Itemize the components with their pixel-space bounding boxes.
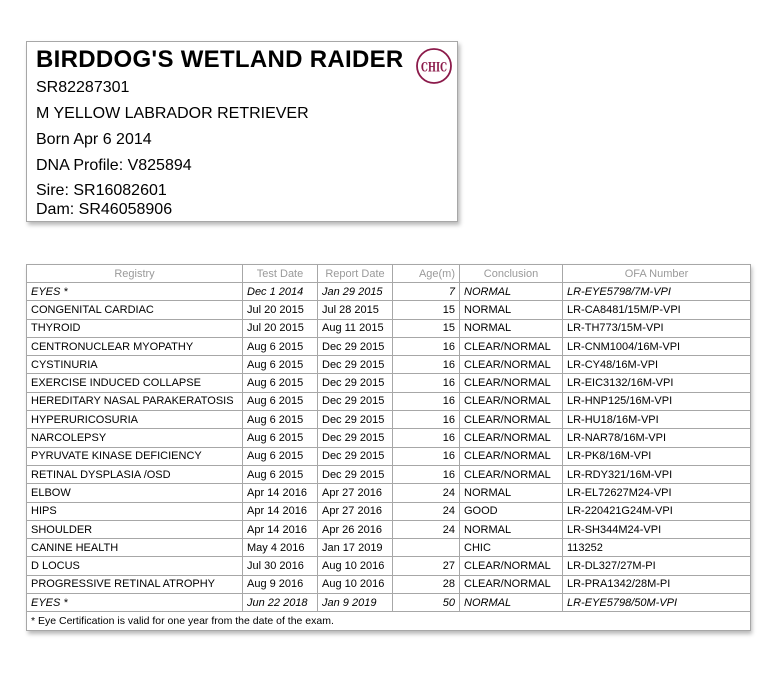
cell-age: 7 xyxy=(393,283,460,301)
health-results-table-container xyxy=(26,264,750,631)
cell-report-date: Dec 29 2015 xyxy=(318,392,393,410)
cell-registry: CYSTINURIA xyxy=(27,356,243,374)
table-row xyxy=(27,594,751,612)
table-row xyxy=(27,557,751,575)
cell-test-date: Aug 6 2015 xyxy=(243,392,318,410)
cell-report-date: Aug 11 2015 xyxy=(318,319,393,337)
cell-age: 16 xyxy=(393,337,460,355)
chic-logo-text: CHIC xyxy=(421,60,447,76)
dog-info-card xyxy=(26,41,458,222)
cell-report-date: Dec 29 2015 xyxy=(318,411,393,429)
cell-registry: RETINAL DYSPLASIA /OSD xyxy=(27,465,243,483)
cell-registry: EYES * xyxy=(27,283,243,301)
header-age: Age(m) xyxy=(393,265,460,283)
cell-age: 16 xyxy=(393,374,460,392)
cell-report-date: Dec 29 2015 xyxy=(318,356,393,374)
cell-ofa-number: LR-EYE5798/50M-VPI xyxy=(563,594,751,612)
cell-test-date: Aug 9 2016 xyxy=(243,575,318,593)
cell-test-date: Dec 1 2014 xyxy=(243,283,318,301)
cell-conclusion: CLEAR/NORMAL xyxy=(460,465,563,483)
cell-ofa-number: LR-220421G24M-VPI xyxy=(563,502,751,520)
cell-age: 27 xyxy=(393,557,460,575)
cell-registry: HYPERURICOSURIA xyxy=(27,411,243,429)
cell-age: 16 xyxy=(393,429,460,447)
cell-test-date: Jun 22 2018 xyxy=(243,594,318,612)
cell-conclusion: NORMAL xyxy=(460,594,563,612)
cell-ofa-number: LR-SH344M24-VPI xyxy=(563,520,751,538)
cell-age: 28 xyxy=(393,575,460,593)
cell-report-date: Dec 29 2015 xyxy=(318,337,393,355)
cell-test-date: Apr 14 2016 xyxy=(243,484,318,502)
cell-ofa-number: LR-RDY321/16M-VPI xyxy=(563,465,751,483)
cell-test-date: Aug 6 2015 xyxy=(243,356,318,374)
cell-conclusion: NORMAL xyxy=(460,484,563,502)
cell-age: 16 xyxy=(393,447,460,465)
cell-report-date: Apr 27 2016 xyxy=(318,484,393,502)
cell-registry: EYES * xyxy=(27,594,243,612)
cell-registry: SHOULDER xyxy=(27,520,243,538)
cell-conclusion: GOOD xyxy=(460,502,563,520)
cell-conclusion: NORMAL xyxy=(460,319,563,337)
cell-registry: CENTRONUCLEAR MYOPATHY xyxy=(27,337,243,355)
footnote-row xyxy=(27,612,751,630)
table-row xyxy=(27,520,751,538)
cell-report-date: Aug 10 2016 xyxy=(318,557,393,575)
table-row xyxy=(27,319,751,337)
cell-ofa-number: LR-EIC3132/16M-VPI xyxy=(563,374,751,392)
cell-ofa-number: LR-DL327/27M-PI xyxy=(563,557,751,575)
cell-ofa-number: LR-CNM1004/16M-VPI xyxy=(563,337,751,355)
cell-conclusion: CHIC xyxy=(460,539,563,557)
table-row xyxy=(27,429,751,447)
cell-report-date: Jan 29 2015 xyxy=(318,283,393,301)
cell-report-date: Dec 29 2015 xyxy=(318,429,393,447)
table-row xyxy=(27,374,751,392)
cell-registry: HIPS xyxy=(27,502,243,520)
health-results-table xyxy=(26,264,751,631)
cell-ofa-number: LR-CY48/16M-VPI xyxy=(563,356,751,374)
cell-age: 16 xyxy=(393,465,460,483)
cell-conclusion: NORMAL xyxy=(460,520,563,538)
cell-ofa-number: LR-NAR78/16M-VPI xyxy=(563,429,751,447)
table-row xyxy=(27,465,751,483)
cell-report-date: Apr 26 2016 xyxy=(318,520,393,538)
cell-report-date: Aug 10 2016 xyxy=(318,575,393,593)
cell-conclusion: NORMAL xyxy=(460,301,563,319)
table-row xyxy=(27,301,751,319)
cell-age: 16 xyxy=(393,411,460,429)
cell-age: 15 xyxy=(393,319,460,337)
cell-test-date: Aug 6 2015 xyxy=(243,447,318,465)
table-row xyxy=(27,539,751,557)
cell-registry: THYROID xyxy=(27,319,243,337)
cell-registry: CONGENITAL CARDIAC xyxy=(27,301,243,319)
cell-age: 15 xyxy=(393,301,460,319)
table-row xyxy=(27,337,751,355)
cell-ofa-number: LR-CA8481/15M/P-VPI xyxy=(563,301,751,319)
cell-test-date: Jul 30 2016 xyxy=(243,557,318,575)
header-registry: Registry xyxy=(27,265,243,283)
cell-test-date: Jul 20 2015 xyxy=(243,319,318,337)
table-row xyxy=(27,356,751,374)
cell-age xyxy=(393,539,460,557)
cell-age: 24 xyxy=(393,484,460,502)
cell-ofa-number: LR-HU18/16M-VPI xyxy=(563,411,751,429)
cell-conclusion: CLEAR/NORMAL xyxy=(460,374,563,392)
dna-profile: DNA Profile: V825894 xyxy=(36,157,192,174)
cell-ofa-number: LR-EYE5798/7M-VPI xyxy=(563,283,751,301)
table-row xyxy=(27,575,751,593)
cell-age: 24 xyxy=(393,502,460,520)
cell-age: 24 xyxy=(393,520,460,538)
cell-conclusion: CLEAR/NORMAL xyxy=(460,429,563,447)
table-row xyxy=(27,392,751,410)
cell-report-date: Jul 28 2015 xyxy=(318,301,393,319)
cell-age: 16 xyxy=(393,356,460,374)
header-conclusion: Conclusion xyxy=(460,265,563,283)
cell-test-date: Apr 14 2016 xyxy=(243,502,318,520)
cell-age: 50 xyxy=(393,594,460,612)
cell-conclusion: CLEAR/NORMAL xyxy=(460,411,563,429)
cell-conclusion: CLEAR/NORMAL xyxy=(460,337,563,355)
table-row xyxy=(27,283,751,301)
cell-report-date: Dec 29 2015 xyxy=(318,465,393,483)
table-body xyxy=(27,283,751,612)
table-row xyxy=(27,411,751,429)
cell-report-date: Dec 29 2015 xyxy=(318,374,393,392)
cell-test-date: Aug 6 2015 xyxy=(243,465,318,483)
cell-conclusion: CLEAR/NORMAL xyxy=(460,557,563,575)
cell-ofa-number: LR-PK8/16M-VPI xyxy=(563,447,751,465)
cell-conclusion: CLEAR/NORMAL xyxy=(460,447,563,465)
cell-age: 16 xyxy=(393,392,460,410)
chic-logo-icon xyxy=(415,47,453,85)
sire: Sire: SR16082601 xyxy=(36,182,167,199)
cell-test-date: Aug 6 2015 xyxy=(243,337,318,355)
cell-registry: ELBOW xyxy=(27,484,243,502)
cell-report-date: Apr 27 2016 xyxy=(318,502,393,520)
dog-name: BIRDDOG'S WETLAND RAIDER xyxy=(36,46,404,73)
table-row xyxy=(27,447,751,465)
cell-registry: NARCOLEPSY xyxy=(27,429,243,447)
cell-report-date: Jan 17 2019 xyxy=(318,539,393,557)
cell-conclusion: NORMAL xyxy=(460,283,563,301)
cell-ofa-number: LR-HNP125/16M-VPI xyxy=(563,392,751,410)
cell-registry: HEREDITARY NASAL PARAKERATOSIS xyxy=(27,392,243,410)
cell-conclusion: CLEAR/NORMAL xyxy=(460,356,563,374)
table-header-row xyxy=(27,265,751,283)
cell-registry: PROGRESSIVE RETINAL ATROPHY xyxy=(27,575,243,593)
cell-registry: D LOCUS xyxy=(27,557,243,575)
header-ofa-number: OFA Number xyxy=(563,265,751,283)
cell-test-date: Aug 6 2015 xyxy=(243,411,318,429)
cell-ofa-number: LR-TH773/15M-VPI xyxy=(563,319,751,337)
table-row xyxy=(27,484,751,502)
cell-report-date: Jan 9 2019 xyxy=(318,594,393,612)
cell-ofa-number: 113252 xyxy=(563,539,751,557)
dam: Dam: SR46058906 xyxy=(36,201,173,218)
cell-test-date: May 4 2016 xyxy=(243,539,318,557)
table-row xyxy=(27,502,751,520)
cell-test-date: Aug 6 2015 xyxy=(243,429,318,447)
cell-registry: EXERCISE INDUCED COLLAPSE xyxy=(27,374,243,392)
header-test-date: Test Date xyxy=(243,265,318,283)
cell-test-date: Apr 14 2016 xyxy=(243,520,318,538)
cell-conclusion: CLEAR/NORMAL xyxy=(460,392,563,410)
eye-certification-footnote: * Eye Certification is valid for one year from the date of the exam. xyxy=(27,612,751,630)
cell-test-date: Aug 6 2015 xyxy=(243,374,318,392)
birth-date: Born Apr 6 2014 xyxy=(36,131,152,148)
cell-ofa-number: LR-PRA1342/28M-PI xyxy=(563,575,751,593)
cell-report-date: Dec 29 2015 xyxy=(318,447,393,465)
cell-test-date: Jul 20 2015 xyxy=(243,301,318,319)
cell-registry: PYRUVATE KINASE DEFICIENCY xyxy=(27,447,243,465)
cell-registry: CANINE HEALTH xyxy=(27,539,243,557)
cell-ofa-number: LR-EL72627M24-VPI xyxy=(563,484,751,502)
header-report-date: Report Date xyxy=(318,265,393,283)
cell-conclusion: CLEAR/NORMAL xyxy=(460,575,563,593)
sex-breed: M YELLOW LABRADOR RETRIEVER xyxy=(36,105,309,122)
registration-number: SR82287301 xyxy=(36,79,130,96)
